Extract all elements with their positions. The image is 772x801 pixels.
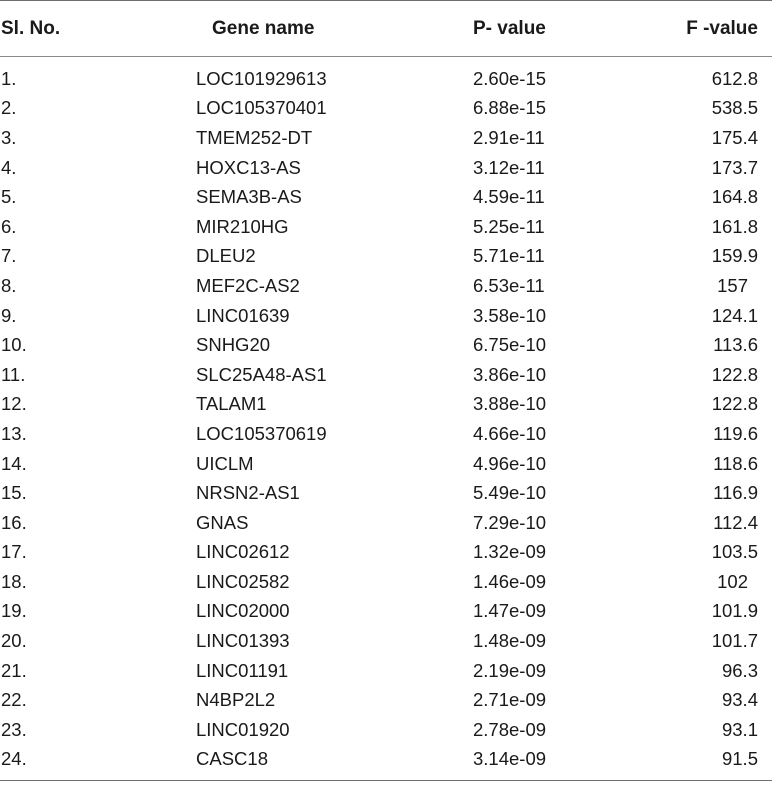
table-row	[0, 626, 772, 656]
cell-p-value: 3.12e-11	[473, 156, 545, 178]
cell-sl-no: 10.	[1, 334, 27, 356]
cell-p-value: 2.19e-09	[473, 659, 547, 681]
cell-gene-name: LINC01191	[196, 659, 289, 681]
table-row	[0, 685, 772, 715]
cell-gene-name: N4BP2L2	[196, 689, 276, 711]
header-row	[0, 1, 772, 57]
cell-p-value: 5.49e-10	[473, 482, 547, 504]
cell-f-value: 173.7	[711, 156, 758, 178]
header-f-value: F -value	[582, 1, 772, 57]
cell-sl-no: 15.	[1, 482, 27, 504]
cell-sl-no: 20.	[1, 630, 27, 652]
cell-gene-name: LINC01393	[196, 630, 290, 652]
cell-p-value: 3.58e-10	[473, 304, 547, 326]
cell-sl-no: 16.	[1, 511, 27, 533]
table-row	[0, 508, 772, 538]
cell-f-value: 101.9	[711, 600, 758, 622]
cell-p-value: 2.78e-09	[473, 718, 547, 740]
cell-f-value: 175.4	[711, 126, 758, 148]
cell-f-value: 91.5	[582, 745, 772, 781]
cell-gene-name: LINC02612	[196, 541, 290, 563]
cell-p-value: 1.46e-09	[473, 570, 547, 592]
cell-gene-name: NRSN2-AS1	[196, 482, 300, 504]
cell-p-value: 3.86e-10	[473, 363, 547, 385]
cell-f-value: 612.8	[711, 67, 758, 89]
table-row	[0, 153, 772, 183]
table-row	[0, 597, 772, 627]
cell-f-value: 101.7	[711, 630, 758, 652]
cell-gene-name: SNHG20	[196, 334, 271, 356]
cell-p-value: 3.88e-10	[473, 393, 547, 415]
cell-p-value: 1.48e-09	[473, 630, 547, 652]
cell-p-value: 6.88e-15	[473, 97, 547, 119]
cell-sl-no: 3.	[1, 126, 17, 148]
cell-sl-no: 4.	[1, 156, 17, 178]
table-row	[0, 57, 772, 94]
cell-p-value: 4.96e-10	[473, 452, 547, 474]
cell-f-value: 538.5	[711, 97, 758, 119]
cell-gene-name: LINC02000	[196, 600, 290, 622]
cell-gene-name: LINC01639	[196, 304, 290, 326]
table-row	[0, 182, 772, 212]
cell-gene-name: LOC101929613	[196, 67, 327, 89]
cell-sl-no: 22.	[1, 689, 27, 711]
cell-p-value: 4.59e-11	[473, 186, 545, 208]
cell-f-value: 93.4	[721, 689, 758, 711]
cell-f-value: 157	[717, 274, 748, 296]
table-body	[0, 57, 772, 781]
cell-p-value: 5.25e-11	[473, 215, 545, 237]
cell-sl-no: 12.	[1, 393, 27, 415]
cell-f-value: 93.1	[721, 718, 758, 740]
cell-p-value: 6.75e-10	[473, 334, 547, 356]
cell-gene-name: DLEU2	[196, 245, 256, 267]
cell-f-value: 124.1	[711, 304, 758, 326]
cell-gene-name: LOC105370619	[196, 422, 327, 444]
cell-gene-name: TMEM252-DT	[196, 126, 313, 148]
cell-p-value: 3.14e-09	[390, 745, 582, 781]
table-row	[0, 330, 772, 360]
cell-sl-no: 13.	[1, 422, 27, 444]
table-row	[0, 123, 772, 153]
table-row	[0, 390, 772, 420]
table-row	[0, 360, 772, 390]
cell-sl-no: 5.	[1, 186, 17, 208]
cell-f-value: 164.8	[711, 186, 758, 208]
table-row	[0, 271, 772, 301]
cell-sl-no: 1.	[1, 67, 17, 89]
cell-p-value: 2.91e-11	[473, 126, 545, 148]
cell-gene-name: SLC25A48-AS1	[196, 363, 327, 385]
table-row	[0, 242, 772, 272]
cell-f-value: 112.4	[713, 511, 758, 533]
cell-gene-name: HOXC13-AS	[196, 156, 301, 178]
cell-sl-no: 19.	[1, 600, 27, 622]
cell-p-value: 7.29e-10	[473, 511, 547, 533]
cell-sl-no: 18.	[1, 570, 27, 592]
cell-f-value: 119.6	[713, 422, 758, 444]
table-row	[0, 212, 772, 242]
cell-f-value: 122.8	[711, 363, 758, 385]
table-row	[0, 94, 772, 124]
cell-f-value: 113.6	[713, 334, 758, 356]
cell-gene-name: LINC02582	[196, 570, 290, 592]
cell-sl-no: 8.	[1, 274, 17, 296]
cell-gene-name: UICLM	[196, 452, 254, 474]
table-row	[0, 538, 772, 568]
cell-f-value: 161.8	[711, 215, 758, 237]
cell-f-value: 102	[717, 570, 748, 592]
table-row	[0, 715, 772, 745]
cell-f-value: 116.9	[713, 482, 758, 504]
cell-p-value: 1.47e-09	[473, 600, 547, 622]
header-gene-name: Gene name	[150, 1, 390, 57]
cell-gene-name: SEMA3B-AS	[196, 186, 302, 208]
cell-p-value: 2.71e-09	[473, 689, 547, 711]
table-header	[0, 1, 772, 57]
cell-sl-no: 9.	[1, 304, 17, 326]
cell-f-value: 103.5	[711, 541, 758, 563]
cell-p-value: 1.32e-09	[473, 541, 547, 563]
cell-sl-no: 21.	[1, 659, 27, 681]
cell-sl-no: 17.	[1, 541, 27, 563]
cell-p-value: 5.71e-11	[473, 245, 545, 267]
cell-gene-name: MEF2C-AS2	[196, 274, 300, 296]
table-row	[0, 419, 772, 449]
cell-sl-no: 23.	[1, 718, 27, 740]
cell-p-value: 2.60e-15	[473, 67, 547, 89]
table-row	[0, 745, 772, 781]
header-sl-no: Sl. No.	[0, 1, 150, 57]
cell-sl-no: 7.	[1, 245, 17, 267]
cell-gene-name: LOC105370401	[196, 97, 327, 119]
cell-gene-name: TALAM1	[196, 393, 267, 415]
cell-sl-no: 24.	[0, 745, 150, 781]
cell-f-value: 159.9	[711, 245, 758, 267]
header-p-value: P- value	[390, 1, 582, 57]
cell-sl-no: 2.	[1, 97, 17, 119]
cell-p-value: 4.66e-10	[473, 422, 547, 444]
table-row	[0, 656, 772, 686]
table-row	[0, 567, 772, 597]
cell-f-value: 118.6	[713, 452, 758, 474]
cell-gene-name: GNAS	[196, 511, 249, 533]
cell-gene-name: MIR210HG	[196, 215, 289, 237]
cell-sl-no: 6.	[1, 215, 17, 237]
cell-gene-name: CASC18	[150, 745, 390, 781]
table-row	[0, 478, 772, 508]
cell-gene-name: LINC01920	[196, 718, 290, 740]
table-row	[0, 301, 772, 331]
cell-p-value: 6.53e-11	[473, 274, 545, 296]
cell-f-value: 96.3	[721, 659, 758, 681]
cell-sl-no: 11.	[1, 363, 26, 385]
table-row	[0, 449, 772, 479]
cell-sl-no: 14.	[1, 452, 27, 474]
cell-f-value: 122.8	[711, 393, 758, 415]
